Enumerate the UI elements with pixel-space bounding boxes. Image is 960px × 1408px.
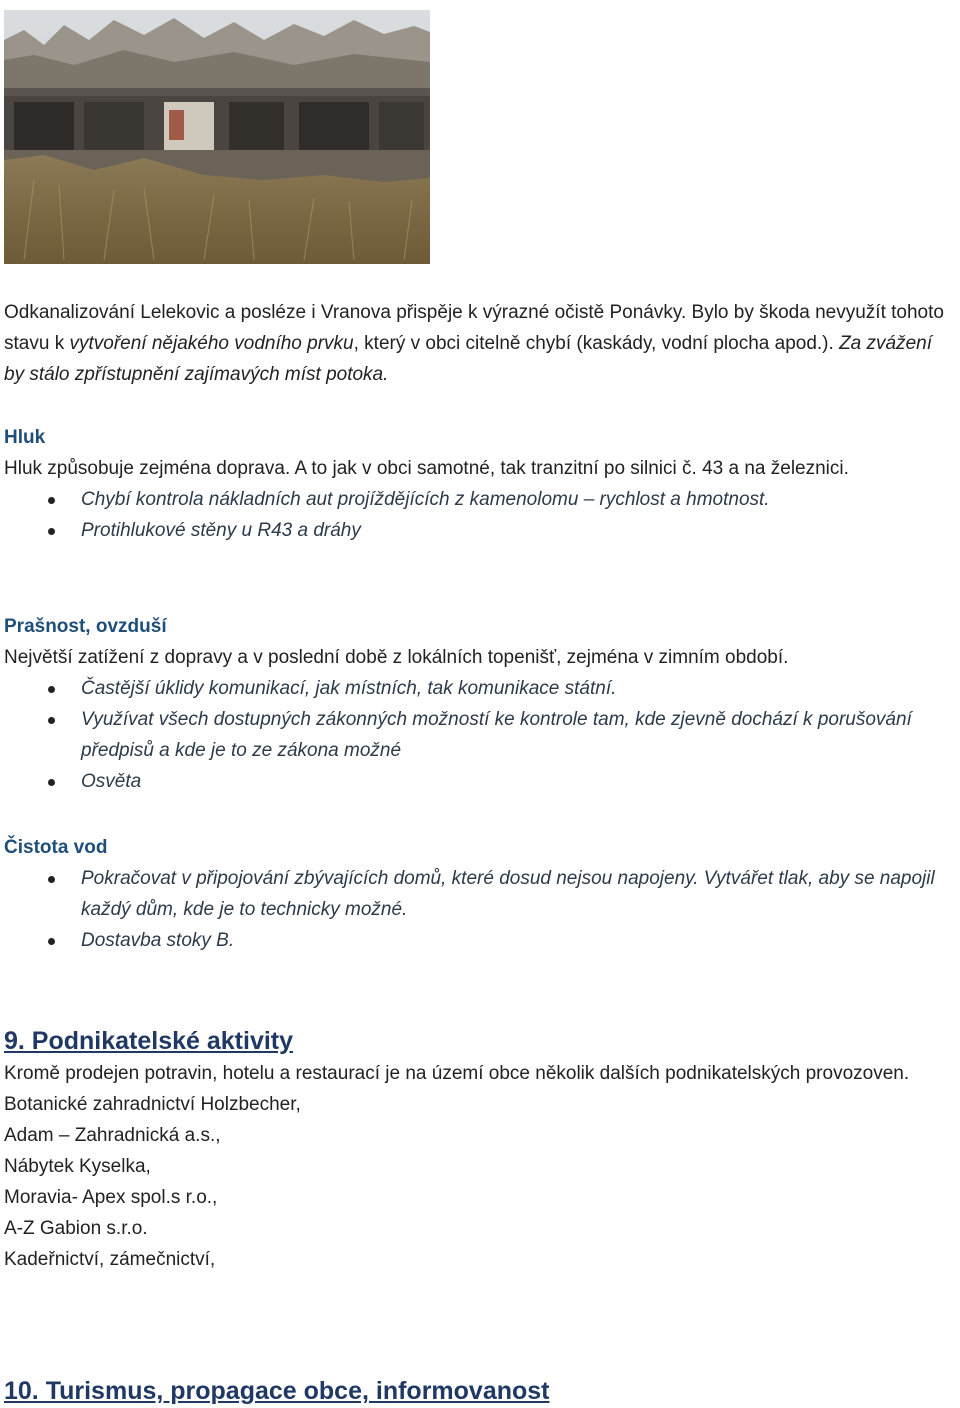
heading-cistota: Čistota vod bbox=[4, 837, 108, 858]
section9-line: Nábytek Kyselka, bbox=[4, 1156, 151, 1177]
section9-line: Moravia- Apex spol.s r.o., bbox=[4, 1187, 218, 1208]
section-prasnost bbox=[4, 611, 956, 797]
heading-section-10: 10. Turismus, propagace obce, informovanost bbox=[4, 1377, 550, 1405]
list-item: Chybí kontrola nákladních aut projíždějících z kamenolomu – rychlost a hmotnost. bbox=[4, 484, 956, 515]
list-item: Osvěta bbox=[4, 766, 956, 797]
section-9 bbox=[4, 1024, 956, 1275]
intro-italic-1: vytvoření nějakého vodního prvku bbox=[69, 333, 354, 354]
intro-paragraph bbox=[4, 297, 956, 390]
list-item: Častější úklidy komunikací, jak místních, tak komunikace státní. bbox=[4, 673, 956, 704]
heading-prasnost: Prašnost, ovzduší bbox=[4, 616, 167, 637]
cistota-list bbox=[4, 863, 956, 956]
intro-text: Odkanalizování Lelekovic a posléze i Vranova přispěje k výrazné očistě Ponávky. Bylo by škoda nevyužít tohoto stavu k bbox=[4, 302, 944, 354]
photo-abandoned-buildings bbox=[4, 10, 430, 264]
prasnost-list bbox=[4, 673, 956, 797]
section9-line: Kromě prodejen potravin, hotelu a restaurací je na území obce několik dalších podnikatelských provozoven. bbox=[4, 1063, 910, 1084]
intro-text-2: , který v obci citelně chybí (kaskády, vodní plocha apod.). bbox=[353, 333, 840, 354]
section-cistota bbox=[4, 832, 956, 956]
intro-italic-2: Za zvážení by stálo zpřístupnění zajímavých míst potoka. bbox=[4, 333, 932, 385]
section9-line: Botanické zahradnictví Holzbecher, bbox=[4, 1094, 301, 1115]
heading-hluk: Hluk bbox=[4, 427, 46, 448]
list-item: Protihlukové stěny u R43 a dráhy bbox=[4, 515, 956, 546]
list-item: Dostavba stoky B. bbox=[4, 925, 956, 956]
section9-line: A-Z Gabion s.r.o. bbox=[4, 1218, 148, 1239]
section-hluk bbox=[4, 422, 956, 546]
hluk-text: Hluk způsobuje zejména doprava. A to jak v obci samotné, tak tranzitní po silnici č. 43 a na železnici. bbox=[4, 458, 849, 479]
section9-line: Adam – Zahradnická a.s., bbox=[4, 1125, 221, 1146]
list-item: Využívat všech dostupných zákonných možností ke kontrole tam, kde zjevně dochází k porušování předpisů a kde je to ze zákona možné bbox=[4, 704, 956, 766]
section-10 bbox=[4, 1374, 956, 1408]
list-item: Pokračovat v připojování zbývajících domů, které dosud nejsou napojeny. Vytvářet tlak, aby se napojil každý dům, kde je to technicky možné. bbox=[4, 863, 956, 925]
hluk-list bbox=[4, 484, 956, 546]
heading-section-9: 9. Podnikatelské aktivity bbox=[4, 1027, 294, 1055]
section9-line: Kadeřnictví, zámečnictví, bbox=[4, 1249, 216, 1270]
prasnost-text: Největší zatížení z dopravy a v poslední době z lokálních topenišť, zejména v zimním období. bbox=[4, 647, 789, 668]
